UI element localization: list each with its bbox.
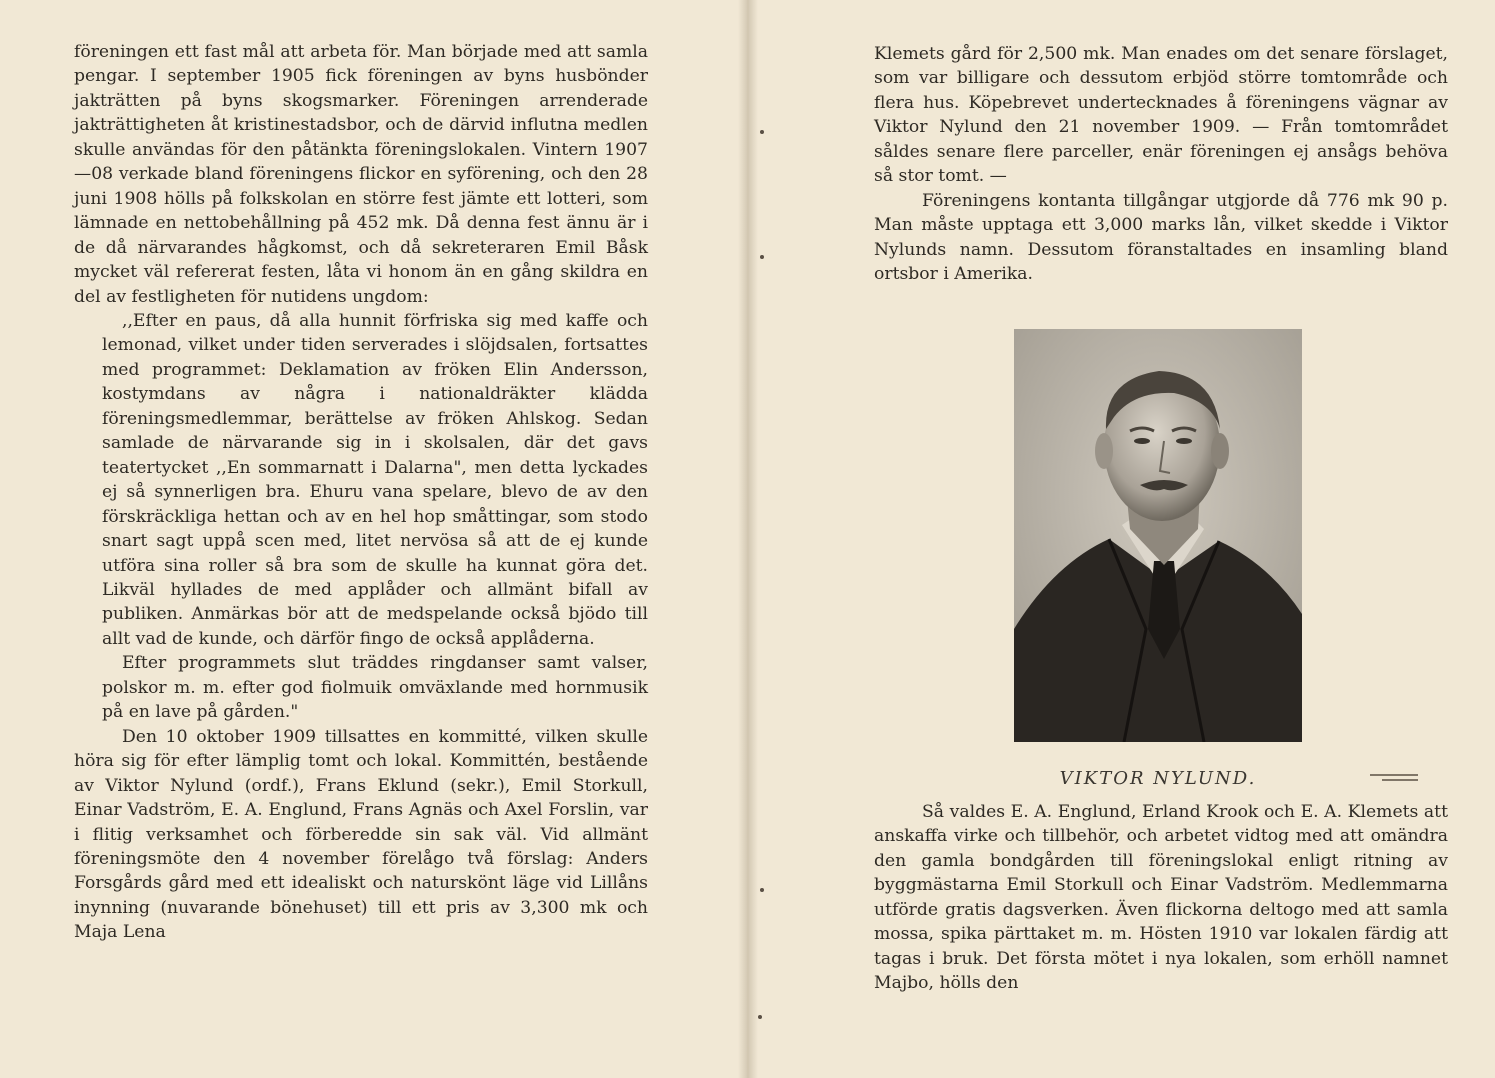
- right-paragraph-2: Föreningens kontanta tillgångar utgjorde då 776 mk 90 p. Man måste upptaga ett 3,000 marks lån, vilket skedde i Viktor Nylunds namn. Dessutom föranstaltades en insamling bland ortsbor i Amerika.: [874, 190, 1448, 285]
- stitch-mark-icon: [760, 888, 764, 892]
- right-page: [748, 0, 1495, 1078]
- portrait-illustration: [1014, 329, 1302, 742]
- left-paragraph-after-quote: Den 10 oktober 1909 tillsattes en kommitté, vilken skulle höra sig för efter lämplig tomt och lokal. Kommittén, bestående av Viktor Nylund (ordf.), Frans Eklund (sekr.), Emil Storkull, Einar Vadström, E. A. Englund, Frans Agnäs och Axel Forslin, var i flitig verksamhet och förberedde sin sak väl. Vid allmänt föreningsmöte den 4 november förelågo två förslag: Anders Forsgårds gård med ett idealiskt och naturskönt läge vid Lillåns inynning (nuvarande bönehuset) till ett pris av 3,300 mk och Maja Lena: [74, 726, 648, 943]
- ornament-dash-icon: [1368, 772, 1420, 782]
- stitch-mark-icon: [760, 255, 764, 259]
- photo-caption: VIKTOR NYLUND.: [1059, 768, 1257, 789]
- right-page-bottom-text: [874, 800, 1448, 996]
- book-gutter: [738, 0, 758, 1078]
- left-quote-2: Efter programmets slut träddes ringdanser samt valser, polskor m. m. efter god fiolmuik omväxlande med hornmusik på en lave på gården.": [102, 653, 648, 723]
- left-paragraph-1: föreningen ett fast mål att arbeta för. Man började med att samla pengar. I september 1905 fick föreningen av byns husbönder jakträtten på byns skogsmarker. Föreningen arrenderade jakträttigheten åt kristinestadsbor, och de därvid influtna medlen skulle användas för den påtänkta föreningslokalen. Vintern 1907—08 verkade bland föreningens flickor en syförening, och den 28 juni 1908 hölls på folkskolan en större fest jämte ett lotteri, som lämnade en nettobehållning på 452 mk. Då denna fest ännu är i de då närvarandes hågkomst, och då sekreteraren Emil Båsk mycket väl refererat festen, låta vi honom än en gång skildra en del av festligheten för nutidens ungdom:: [74, 42, 648, 307]
- right-page-top-text: [874, 42, 1448, 287]
- right-paragraph-1: Klemets gård för 2,500 mk. Man enades om det senare förslaget, som var billigare och dessutom erbjöd större tomtområde och flera hus. Köpebrevet undertecknades å föreningens vägnar av Viktor Nylund den 21 november 1909. — Från tomtområdet såldes senare flere parceller, enär föreningen ej ansågs behöva så stor tomt. —: [874, 44, 1448, 187]
- left-page-text: [74, 40, 648, 945]
- left-quote-1: ,,Efter en paus, då alla hunnit förfriska sig med kaffe och lemonad, vilket under tiden serverades i slöjdsalen, fortsattes med programmet: Deklamation av fröken Elin Andersson, kostymdans av några i nationaldräkter klädda föreningsmedlemmar, berättelse av fröken Ahlskog. Sedan samlade de närvarande sig in i skolsalen, där det gavs teatertycket ,,En sommarnatt i Dalarna", men detta lyckades ej så synnerligen bra. Ehuru vana spelare, blevo de av den förskräckliga hettan och av en hel hop småttingar, som stodo snart sagt uppå scen med, litet nervösa så att de ej kunde utföra sina roller så bra som de skulle ha kunnat göra det. Likväl hyllades de med applåder och allmänt bifall av publiken. Anmärkas bör att de medspelande också bjödo till allt vad de kunde, och därför fingo de också applåderna.: [102, 310, 648, 649]
- right-paragraph-3: Så valdes E. A. Englund, Erland Krook och E. A. Klemets att anskaffa virke och tillbehör, och arbetet vidtog med att omändra den gamla bondgården till föreningslokal enligt ritning av byggmästarna Emil Storkull och Einar Vadström. Medlemmarna utförde gratis dagsverken. Även flickorna deltogo med att samla mossa, spika pärttaket m. m. Hösten 1910 var lokalen färdig att tagas i bruk. Det första mötet i nya lokalen, som erhöll namnet Majbo, hölls den: [874, 802, 1448, 994]
- stitch-mark-icon: [760, 130, 764, 134]
- stitch-mark-icon: [758, 1015, 762, 1019]
- portrait-photo: [1014, 329, 1302, 742]
